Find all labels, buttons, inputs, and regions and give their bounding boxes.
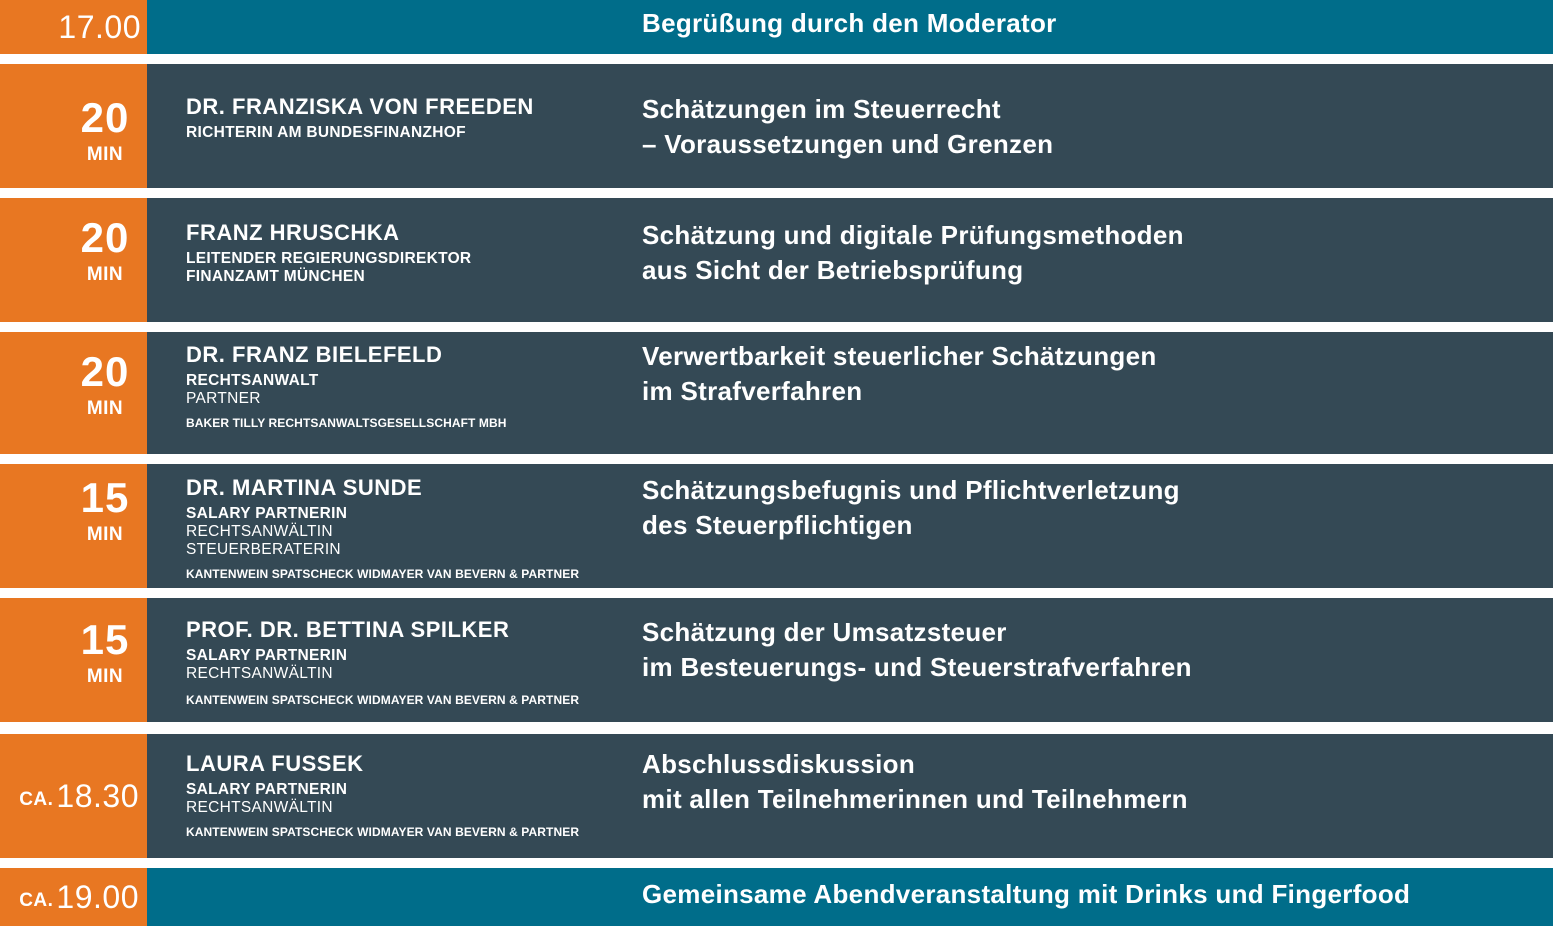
time-cell (0, 734, 147, 858)
speaker-block (186, 751, 579, 839)
duration-cell (0, 64, 147, 188)
speaker-firm: KANTENWEIN SPATSCHECK WIDMAYER VAN BEVERN & PARTNER (186, 567, 580, 581)
speaker-name: FRANZ HRUSCHKA (186, 220, 400, 245)
duration-unit: MIN (86, 264, 124, 285)
topic-title: Verwertbarkeit steuerlicher Schätzungen im Strafverfahren (642, 341, 1157, 406)
speaker-name: DR. FRANZISKA VON FREEDEN (186, 94, 534, 119)
speaker-firm: KANTENWEIN SPATSCHECK WIDMAYER VAN BEVERN & PARTNER (186, 825, 580, 839)
topic-title: Gemeinsame Abendveranstaltung mit Drinks und Fingerfood (642, 879, 1411, 909)
duration-value: 15 (80, 474, 130, 521)
speaker-role: RECHTSANWALT (186, 372, 319, 389)
topic-title: Schätzung und digitale Prüfungsmethoden aus Sicht der Betriebsprüfung (642, 220, 1184, 285)
topic-title: Begrüßung durch den Moderator (642, 8, 1057, 38)
duration-value: 15 (80, 616, 130, 663)
time-value: 18.30 (56, 777, 139, 814)
speaker-role: SALARY PARTNERIN (186, 505, 348, 522)
start-time: 17.00 (58, 8, 141, 45)
topic-title: Schätzungen im Steuerrecht – Voraussetzungen und Grenzen (642, 94, 1054, 159)
speaker-name: LAURA FUSSEK (186, 751, 364, 776)
topic-title: Schätzungsbefugnis und Pflichtverletzung des Steuerpflichtigen (642, 475, 1180, 540)
speaker-role: RECHTSANWÄLTIN (186, 665, 333, 682)
duration-value: 20 (80, 214, 130, 261)
agenda-row-discussion (0, 734, 1553, 858)
speaker-firm: BAKER TILLY RECHTSANWALTSGESELLSCHAFT MBH (186, 416, 507, 430)
agenda-row-session (0, 64, 1553, 188)
circa-label: CA. (19, 789, 54, 810)
speaker-role: SALARY PARTNERIN (186, 781, 348, 798)
agenda-row-session (0, 332, 1553, 454)
agenda-row-welcome (0, 0, 1553, 54)
speaker-block (186, 342, 507, 430)
speaker-block (186, 220, 471, 286)
duration-cell (0, 332, 147, 454)
duration-cell (0, 198, 147, 322)
agenda-row-evening (0, 868, 1553, 926)
speaker-role: PARTNER (186, 390, 261, 407)
speaker-block (186, 94, 534, 142)
start-time (0, 868, 139, 926)
speaker-name: DR. MARTINA SUNDE (186, 475, 423, 500)
agenda-row-session (0, 198, 1553, 322)
time-value: 19.00 (56, 878, 139, 915)
duration-value: 20 (80, 348, 130, 395)
speaker-role: RECHTSANWÄLTIN (186, 523, 333, 540)
duration-cell (0, 464, 147, 588)
start-time (0, 734, 139, 858)
speaker-firm: KANTENWEIN SPATSCHECK WIDMAYER VAN BEVERN & PARTNER (186, 693, 580, 707)
speaker-role: FINANZAMT MÜNCHEN (186, 268, 366, 285)
duration-cell (0, 598, 147, 722)
agenda-row-session (0, 598, 1553, 722)
speaker-block (186, 475, 579, 581)
agenda-row-session (0, 464, 1553, 588)
time-cell (0, 868, 147, 926)
speaker-name: PROF. DR. BETTINA SPILKER (186, 617, 510, 642)
speaker-role: LEITENDER REGIERUNGSDIREKTOR (186, 250, 472, 267)
speaker-role: RECHTSANWÄLTIN (186, 799, 333, 816)
duration-value: 20 (80, 94, 130, 141)
duration-unit: MIN (86, 666, 124, 687)
topic-title: Abschlussdiskussion mit allen Teilnehmerinnen und Teilnehmern (642, 749, 1188, 814)
circa-label: CA. (19, 890, 54, 911)
duration-unit: MIN (86, 144, 124, 165)
duration-unit: MIN (86, 524, 124, 545)
topic-title: Schätzung der Umsatzsteuer im Besteuerungs- und Steuerstrafverfahren (642, 617, 1192, 682)
speaker-role: STEUERBERATERIN (186, 541, 341, 558)
speaker-role: RICHTERIN AM BUNDESFINANZHOF (186, 124, 466, 141)
speaker-block (186, 617, 579, 707)
duration-unit: MIN (86, 398, 124, 419)
time-cell (0, 0, 147, 54)
speaker-name: DR. FRANZ BIELEFELD (186, 342, 443, 367)
speaker-role: SALARY PARTNERIN (186, 647, 348, 664)
